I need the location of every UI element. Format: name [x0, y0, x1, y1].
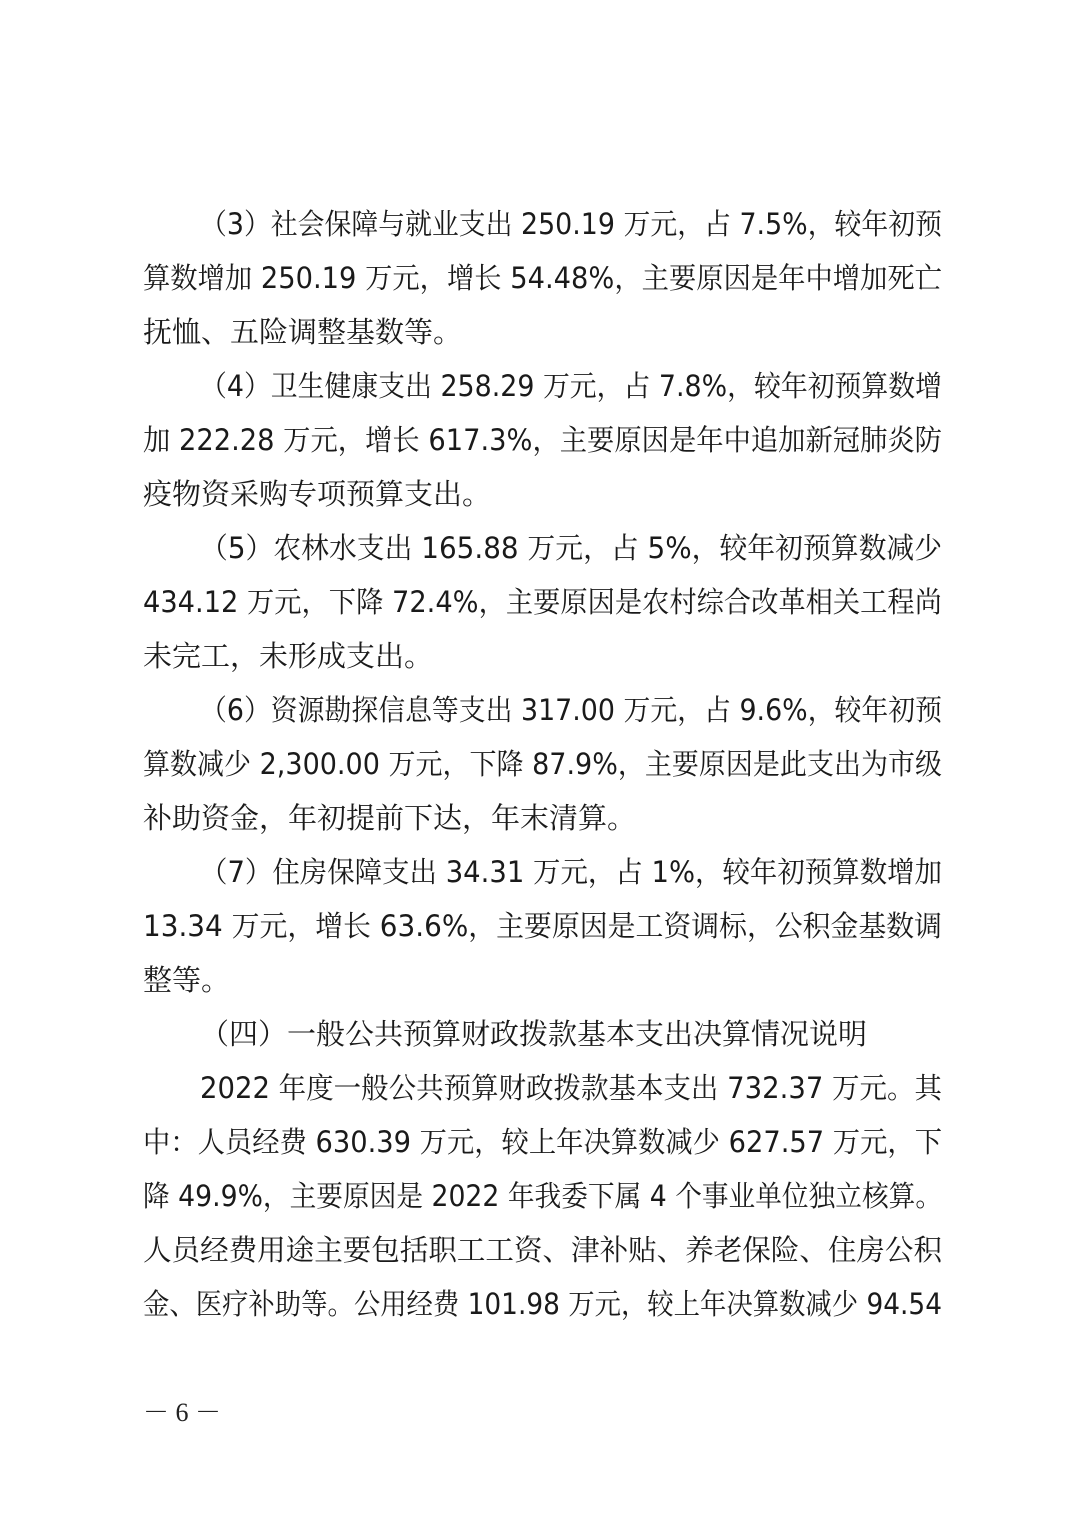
text-line: 补助资金，年初提前下达，年末清算。 [143, 801, 637, 835]
text-line: 加 222.28 万元，增长 617.3%，主要原因是年中追加新冠肺炎防 [143, 423, 942, 457]
text-line: 算数增加 250.19 万元，增长 54.48%，主要原因是年中增加死亡 [143, 261, 942, 295]
text-line: （3）社会保障与就业支出 250.19 万元，占 7.5%，较年初预 [200, 207, 942, 241]
text-line: （5）农林水支出 165.88 万元，占 5%，较年初预算数减少 [200, 531, 943, 565]
page-number: － 6 － [143, 1398, 222, 1427]
text-line: 降 49.9%，主要原因是 2022 年我委下属 4 个事业单位独立核算。 [143, 1179, 943, 1213]
text-line: 金、医疗补助等。公用经费 101.98 万元，较上年决算数减少 94.54 [143, 1287, 942, 1321]
text-line: 整等。 [143, 963, 231, 997]
text-line: （7）住房保障支出 34.31 万元，占 1%，较年初预算数增加 [200, 855, 943, 889]
section-heading: （四）一般公共预算财政拨款基本支出决算情况说明 [200, 1017, 868, 1051]
text-line: （6）资源勘探信息等支出 317.00 万元，占 9.6%，较年初预 [200, 693, 942, 727]
text-line: 434.12 万元，下降 72.4%，主要原因是农村综合改革相关工程尚 [143, 585, 942, 619]
text-line: 抚恤、五险调整基数等。 [143, 315, 463, 349]
text-line: 疫物资采购专项预算支出。 [143, 477, 492, 511]
text-line: 2022 年度一般公共预算财政拨款基本支出 732.37 万元。其 [200, 1071, 942, 1105]
text-line: 未完工，未形成支出。 [143, 639, 434, 673]
text-line: （4）卫生健康支出 258.29 万元，占 7.8%，较年初预算数增 [200, 369, 942, 403]
text-line: 人员经费用途主要包括职工工资、津补贴、养老保险、住房公积 [143, 1233, 943, 1267]
text-line: 算数减少 2,300.00 万元，下降 87.9%，主要原因是此支出为市级 [143, 747, 942, 781]
text-line: 中：人员经费 630.39 万元，较上年决算数减少 627.57 万元，下 [143, 1125, 943, 1159]
text-line: 13.34 万元，增长 63.6%，主要原因是工资调标，公积金基数调 [143, 909, 942, 943]
